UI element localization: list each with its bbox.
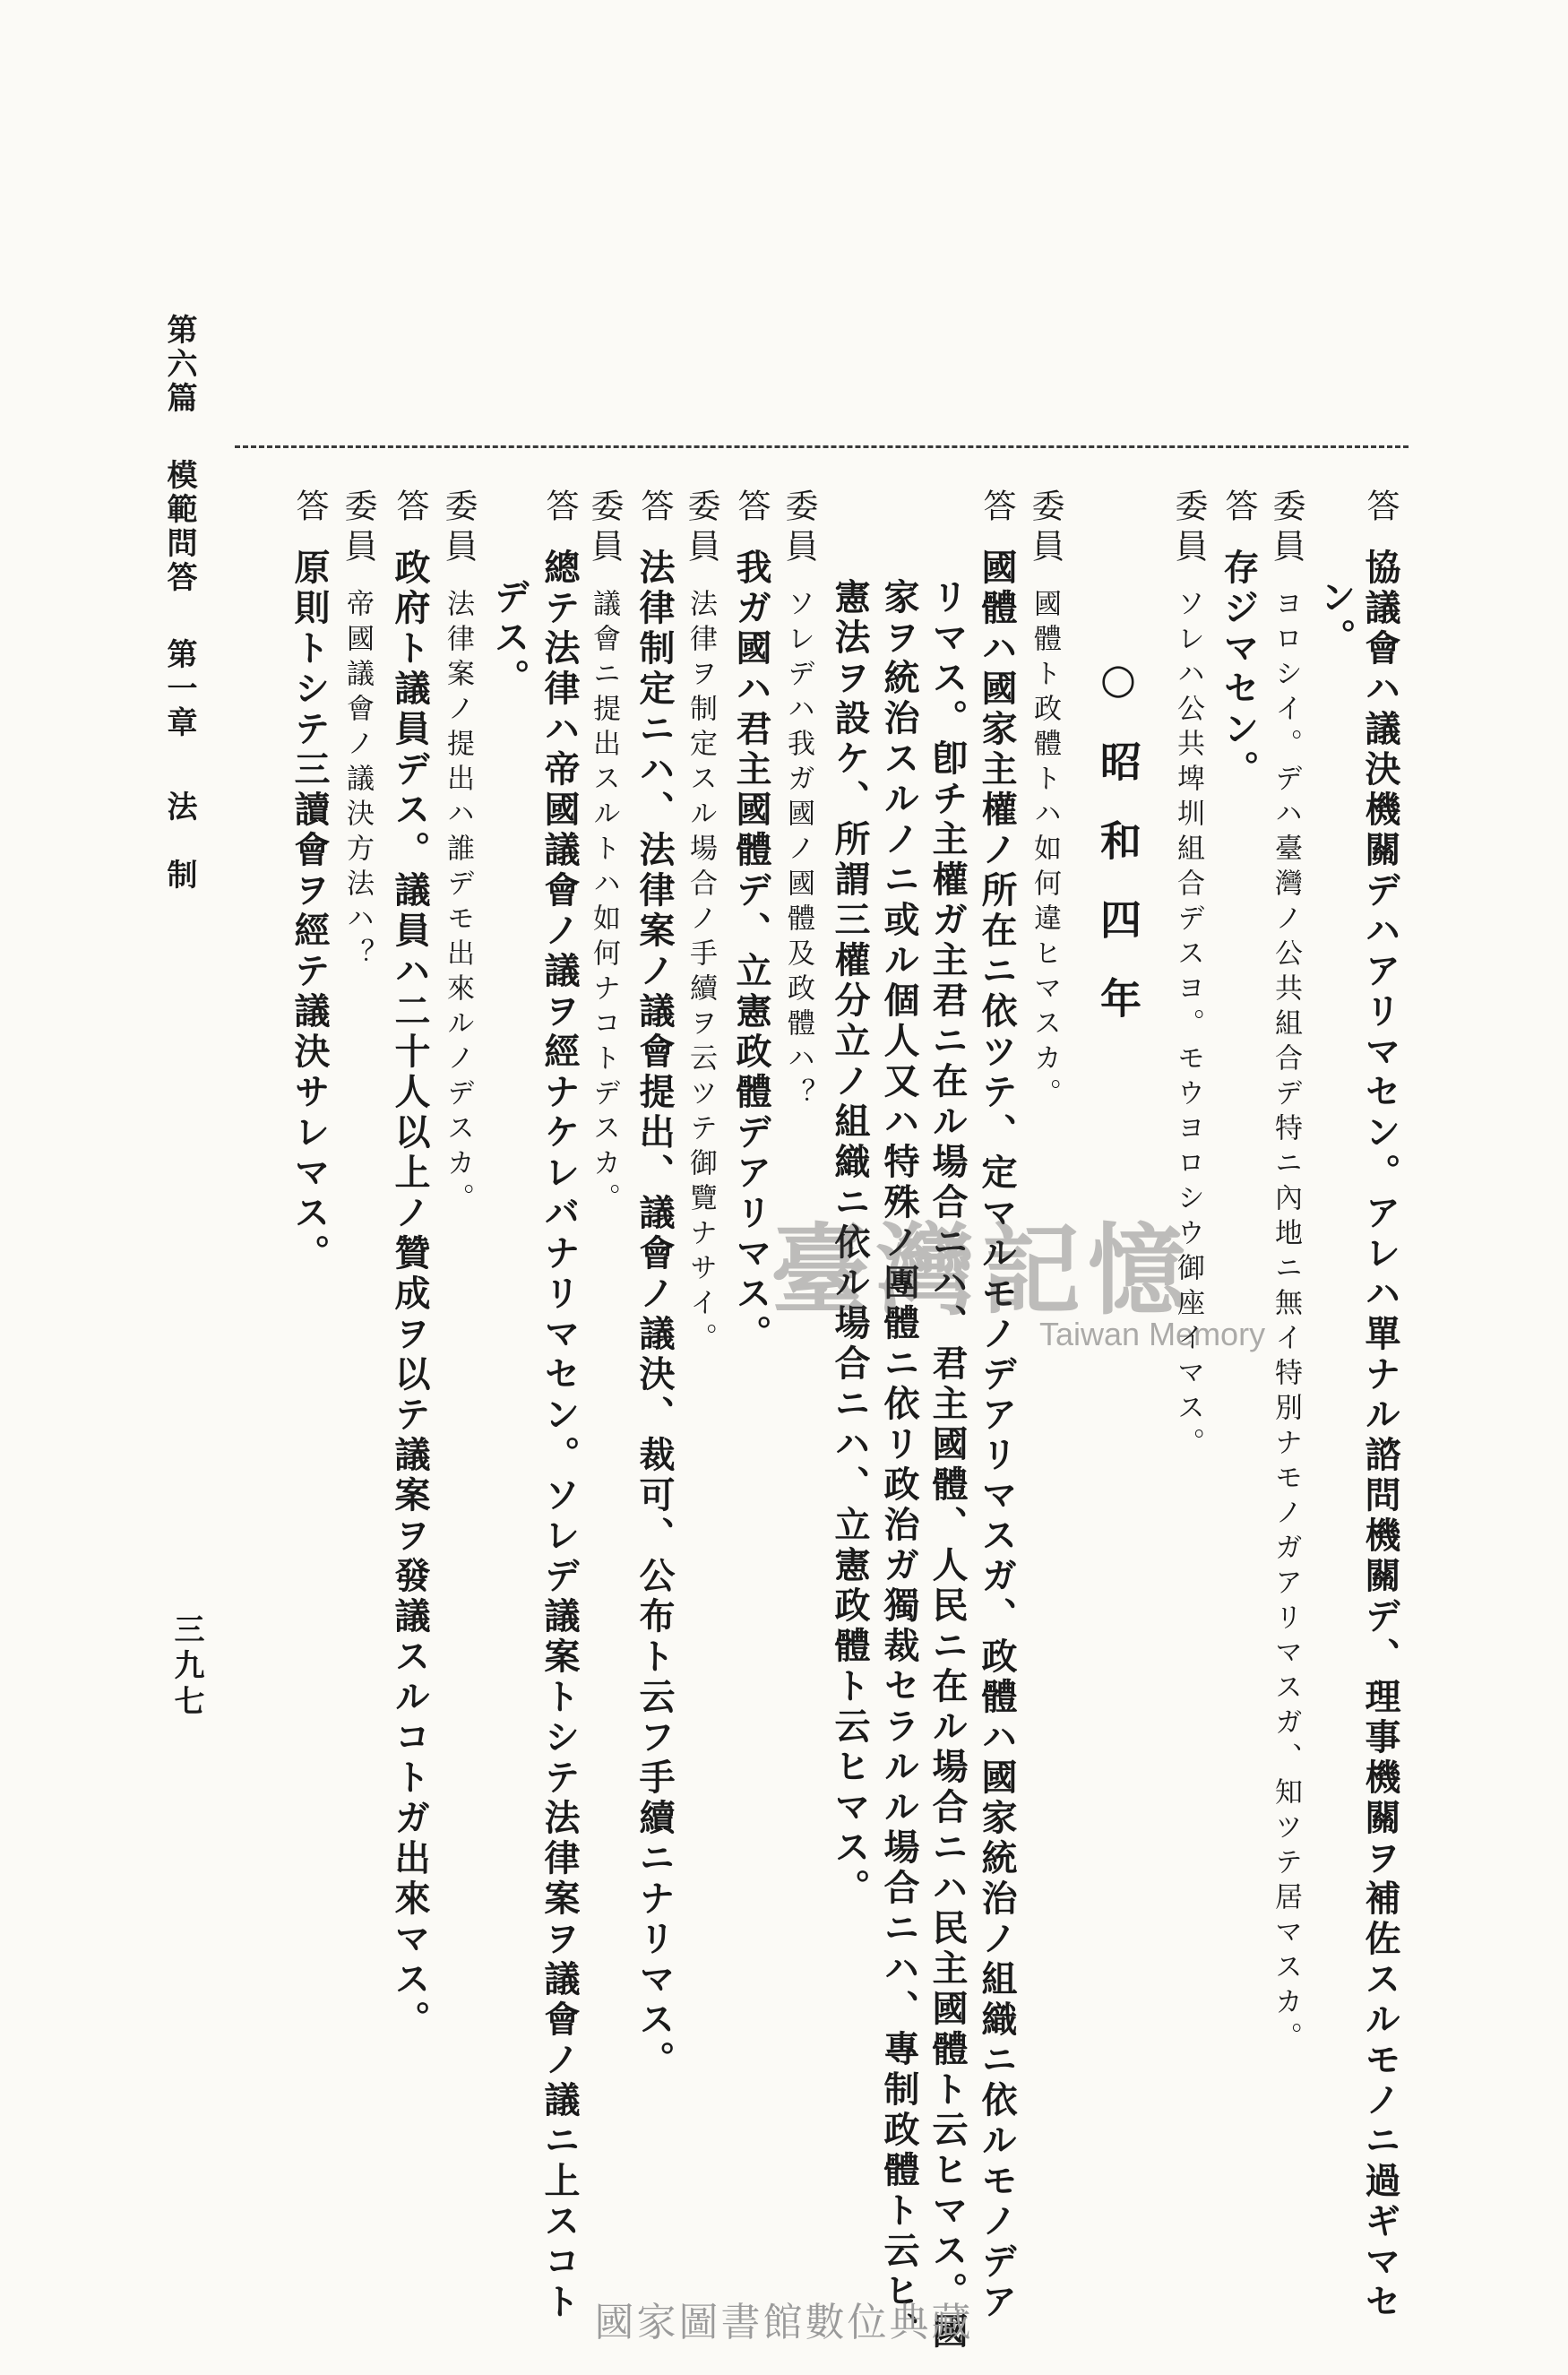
answer-text: 政府ト議員デス。議員ハ二十人以上ノ贊成ヲ以テ議案ヲ發議スルコトガ出來マス。	[389, 548, 431, 2041]
question-text: ソレハ公共埤圳組合デスヨ。モウヨロシウ御座イマス。	[1172, 589, 1204, 1463]
speaker-label: 答	[732, 488, 771, 529]
speaker-label: 委員	[585, 488, 624, 569]
answer-text: 憲法ヲ設ケ、所謂三權分立ノ組織ニ依ル場合ニハ、立憲政體ト云ヒマス。	[829, 578, 871, 1909]
question-text: 法律案ノ提出ハ誰デモ出來ルノデスカ。	[442, 589, 474, 1218]
speaker-label: 答	[391, 488, 429, 529]
question-text: 議會ニ提出スルトハ如何ナコトデスカ。	[588, 589, 620, 1218]
text-column	[633, 488, 676, 2081]
speaker-label: 委員	[1267, 488, 1305, 569]
header-part: 第六篇	[161, 314, 197, 416]
text-column	[389, 488, 431, 2041]
text-column	[585, 488, 624, 1218]
speaker-label: 答	[540, 488, 579, 529]
text-column	[1267, 488, 1305, 2057]
speaker-label: 委員	[682, 488, 720, 569]
era-heading: ○昭和四年	[1094, 654, 1142, 1056]
text-column	[682, 488, 720, 1358]
speaker-label: 答	[635, 488, 674, 529]
running-header	[158, 314, 202, 893]
answer-text: リマス。卽チ主權ガ主君ニ在ル場合ニハ、君主國體、人民ニ在ル場合ニハ民主國體ト云ヒマス。國	[926, 578, 969, 2353]
question-text: 法律ヲ制定スル場合ノ手續ヲ云ツテ御覽ナサイ。	[685, 589, 717, 1358]
text-column	[1026, 488, 1064, 1113]
question-text: ヨロシイ。デハ臺灣ノ公共組合デ特ニ內地ニ無イ特別ナモノガアリマスガ、知ツテ居マスカ。	[1270, 589, 1302, 2057]
speaker-label: 委員	[1026, 488, 1064, 569]
watermark-logo: 臺灣記憶	[771, 1213, 1193, 1328]
speaker-label: 委員	[439, 488, 478, 569]
speaker-label: 答	[1361, 488, 1400, 529]
page-number: 三九七	[168, 1613, 204, 1721]
text-column	[538, 488, 581, 2323]
answer-text: 協議會ハ議決機關デハアリマセン。アレハ單ナル諮問機關デ、理事機關ヲ補佐スルモノニ過ギマセ	[1359, 548, 1401, 2323]
footer-credit: 國家圖書館數位典藏	[594, 2300, 974, 2345]
answer-text: 法律制定ニハ、法律案ノ議會提出、議會ノ議決、裁可、公布ト云フ手續ニナリマス。	[633, 548, 676, 2081]
section-divider	[235, 445, 1409, 448]
question-text: 帝國議會ノ議決方法ハ？	[341, 589, 374, 973]
speaker-label: 委員	[339, 488, 377, 569]
header-chapter: 第一章	[161, 638, 197, 740]
text-column	[1359, 488, 1401, 2323]
text-column	[926, 488, 969, 2353]
answer-text: 原則トシテ三讀會ヲ經テ議決サレマス。	[289, 548, 331, 1274]
text-column	[829, 488, 871, 1909]
header-section: 模範問答	[161, 459, 197, 595]
speaker-label: 委員	[1169, 488, 1208, 569]
answer-text: 總テ法律ハ帝國議會ノ議ヲ經ナケレバナリマセン。ソレデ議案トシテ法律案ヲ議會ノ議ニ上スコト	[538, 548, 581, 2323]
text-column	[976, 488, 1018, 2323]
question-text: 國體ト政體トハ如何違ヒマスカ。	[1029, 589, 1061, 1113]
text-column	[780, 488, 818, 1113]
text-column	[1314, 488, 1357, 659]
text-column	[1218, 488, 1260, 790]
speaker-label: 委員	[780, 488, 818, 569]
text-column	[730, 488, 772, 1355]
speaker-label: 答	[290, 488, 329, 529]
header-topic: 法 制	[161, 790, 197, 893]
text-column	[439, 488, 478, 1218]
answer-text: ン。	[1314, 578, 1357, 659]
answer-text: 家ヲ統治スルノニ或ル個人又ハ特殊ノ團體ニ依リ政治ガ獨裁セラルル場合ニハ、專制政體ト云ヒ、	[878, 578, 920, 2353]
speaker-label: 答	[978, 488, 1016, 529]
text-column	[341, 488, 375, 973]
text-column	[488, 488, 530, 699]
answer-text: デス。	[488, 578, 530, 699]
text-column	[289, 488, 331, 1274]
text-column	[878, 488, 920, 2353]
watermark-text: Taiwan Memory	[1039, 1316, 1266, 1352]
question-text: ソレデハ我ガ國ノ國體及政體ハ？	[782, 589, 814, 1113]
speaker-label: 答	[1219, 488, 1258, 529]
text-column	[1169, 488, 1208, 1463]
answer-text: 我ガ國ハ君主國體デ、立憲政體デアリマス。	[730, 548, 772, 1355]
answer-text: 國體ハ國家主權ノ所在ニ依ツテ、定マルモノデアリマスガ、政體ハ國家統治ノ組織ニ依ルモノデア	[976, 548, 1018, 2323]
answer-text: 存ジマセン。	[1218, 548, 1260, 790]
